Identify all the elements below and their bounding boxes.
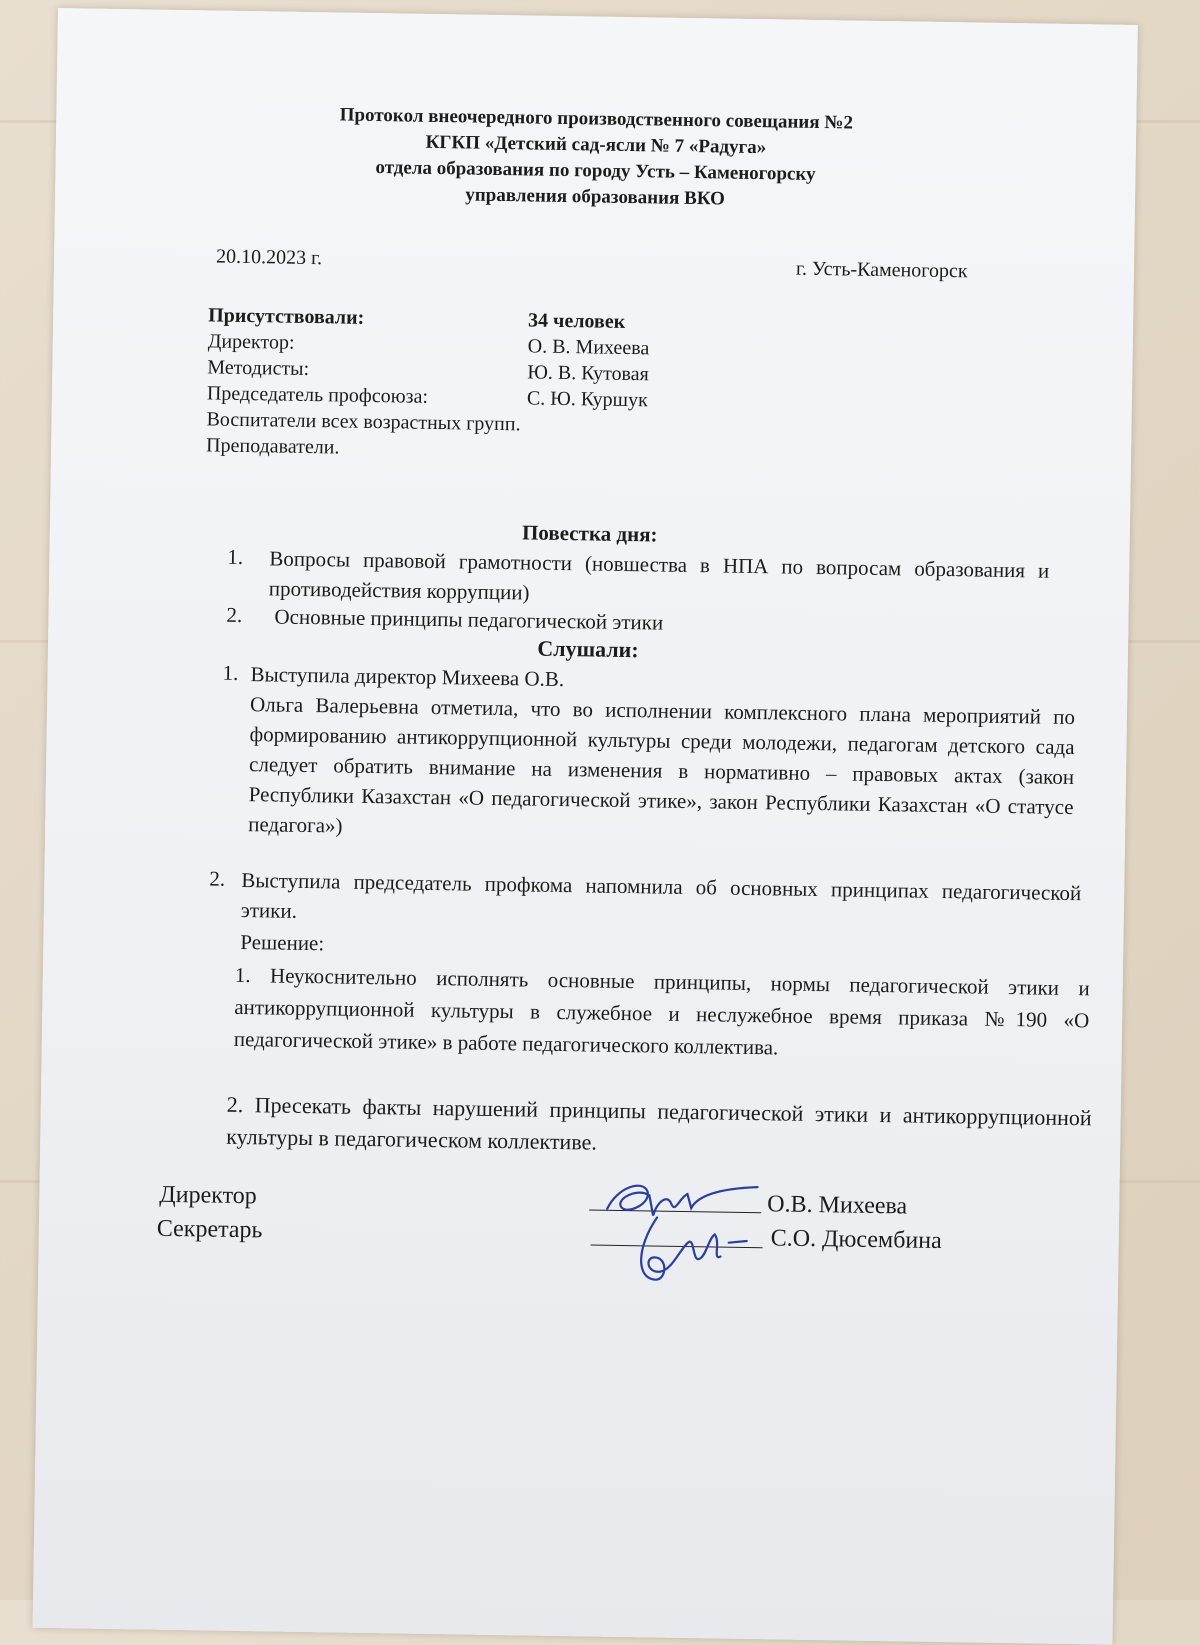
signature-role-director: Директор xyxy=(159,1181,257,1210)
header-line-3: отдела образования по городу Усть – Каменогорску xyxy=(375,157,816,185)
signature-name-director: О.В. Михеева xyxy=(767,1191,908,1220)
header-line-1: Протокол внеочередного производственного совещания №2 xyxy=(339,104,854,134)
heard-item-number: 2. xyxy=(209,866,226,891)
agenda-item-text: Основные принципы педагогической этики xyxy=(274,604,664,635)
agenda-item-number: 2. xyxy=(226,602,243,627)
document-date: 20.10.2023 г. xyxy=(215,245,323,270)
document-sheet xyxy=(33,8,1138,1645)
attendance-name: С. Ю. Куршук xyxy=(526,387,648,412)
heard-item-text: Выступила председатель профкома напомнила об основных принципах педагогической этики. xyxy=(240,867,1082,923)
attendance-role: Методисты: xyxy=(207,356,310,380)
decision-item: 2. Пресекать факты нарушений принципы педагогической этики и антикоррупционной культуры в педагогическом коллективе. xyxy=(226,1091,1092,1155)
signature-role-secretary: Секретарь xyxy=(156,1215,263,1244)
heard-item-text: Ольга Валерьевна отметила, что во исполнении комплексного плана мероприятий по формированию антикоррупционной культуры среди молодежи, педагогам детского сада следует обратить внимание на изменения в нормативно – правовых актах (закон Республики Казахстан «О педагогической этике», закон Республики Казахстан «О статусе педагога») xyxy=(248,692,1076,838)
agenda-item-text: Вопросы правовой грамотности (новшества в НПА по вопросам образования и противодействия коррупции) xyxy=(268,546,1050,605)
heard-item-number: 1. xyxy=(222,660,239,685)
attendance-role: Председатель профсоюза: xyxy=(206,382,429,408)
agenda-title: Повестка дня: xyxy=(521,520,658,547)
document-header xyxy=(55,98,1137,219)
document-city: г. Усть-Каменогорск xyxy=(795,257,968,283)
heard-item-heading: Выступила директор Михеева О.В. xyxy=(250,662,565,692)
decision-title: Решение: xyxy=(240,929,325,956)
attendance-role: Директор: xyxy=(207,330,295,354)
attendance-instructors: Преподаватели. xyxy=(205,434,340,459)
header-line-4: управления образования ВКО xyxy=(465,184,726,210)
secretary-signature xyxy=(596,1197,768,1300)
attendance-name: О. В. Михеева xyxy=(527,335,650,360)
signature-name-secretary: С.О. Дюсембина xyxy=(770,1225,942,1255)
present-label: Присутствовали: xyxy=(208,304,365,329)
attendance-name: Ю. В. Кутовая xyxy=(527,361,649,386)
decision-item: 1. Неукоснительно исполнять основные принципы, нормы педагогической этики и антикоррупционной культуры в служебное и неслужебное время приказа №190 «О педагогической этике» в работе педагогического коллектива. xyxy=(233,962,1090,1060)
present-count: 34 человек xyxy=(527,309,626,333)
header-line-2: КГКП «Детский сад-ясли № 7 «Радуга» xyxy=(425,131,767,159)
heard-title: Слушали: xyxy=(537,635,639,663)
attendance-teachers: Воспитатели всех возрастных групп. xyxy=(206,408,521,436)
agenda-item-number: 1. xyxy=(227,544,244,569)
